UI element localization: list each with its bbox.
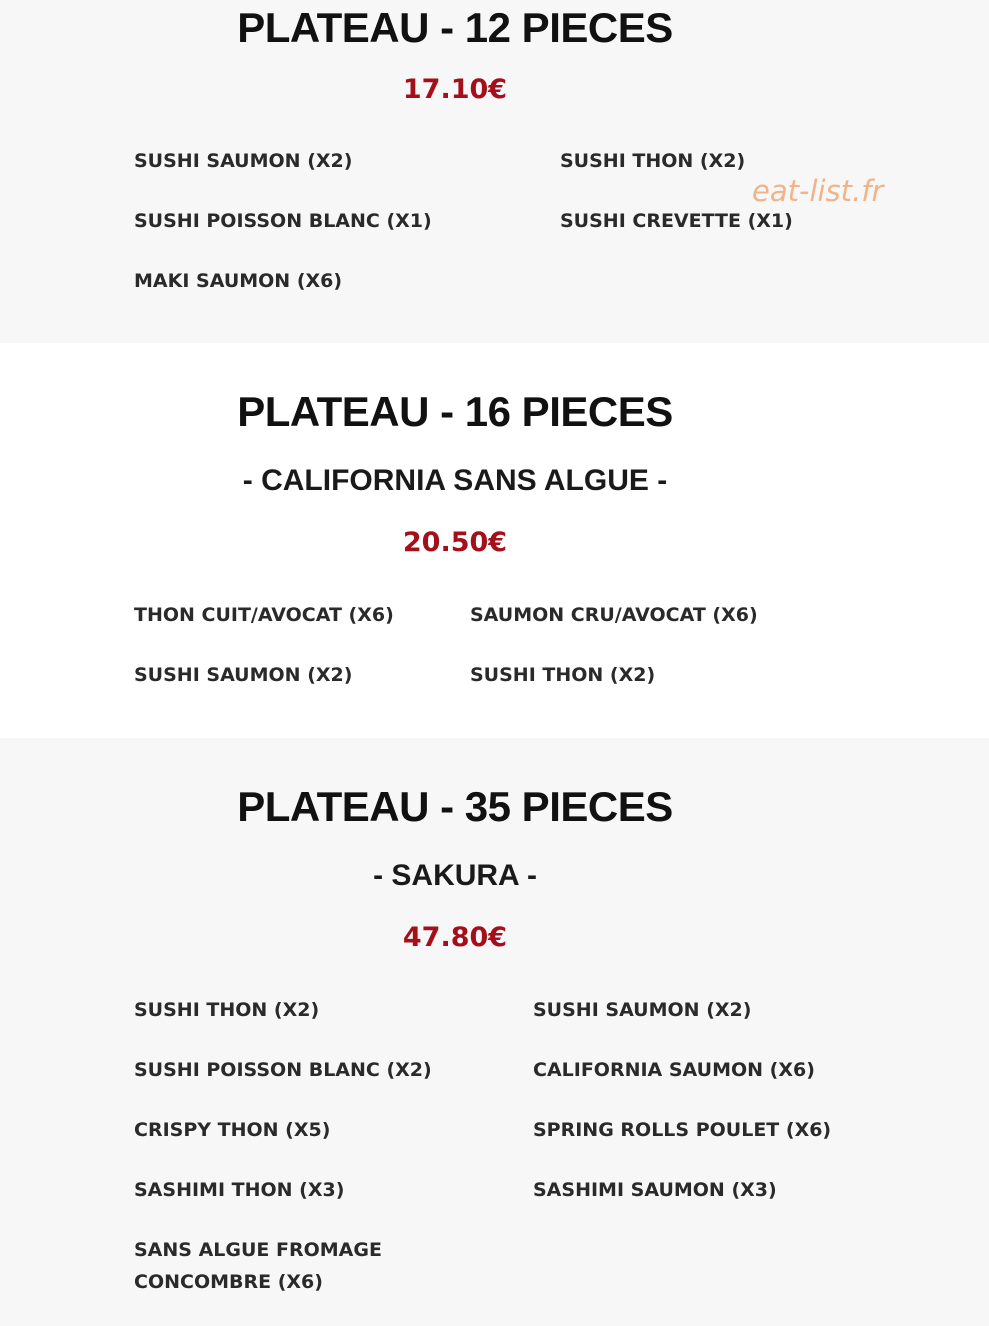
menu-item: SPRING ROLLS POULET (X6): [533, 1119, 832, 1141]
watermark-logo: eat-list.fr: [752, 174, 884, 208]
menu-item: SUSHI THON (X2): [134, 999, 320, 1021]
menu-item: CALIFORNIA SAUMON (X6): [533, 1059, 815, 1081]
menu-item: SUSHI THON (X2): [470, 664, 656, 686]
menu-item: SUSHI CREVETTE (X1): [560, 210, 793, 232]
plateau-title: PLATEAU - 12 PIECES: [237, 4, 673, 51]
menu-item: SASHIMI SAUMON (X3): [533, 1179, 777, 1201]
plateau-35-section: [0, 738, 989, 1326]
plateau-subtitle: - SAKURA -: [373, 859, 537, 892]
menu-item: THON CUIT/AVOCAT (X6): [134, 604, 394, 626]
menu-item: SAUMON CRU/AVOCAT (X6): [470, 604, 758, 626]
menu-item: CRISPY THON (X5): [134, 1119, 331, 1141]
menu-item: MAKI SAUMON (X6): [134, 270, 343, 292]
menu-item: CONCOMBRE (X6): [134, 1271, 323, 1293]
plateau-price: 20.50€: [402, 527, 508, 558]
menu-item: SUSHI POISSON BLANC (X2): [134, 1059, 432, 1081]
plateau-price: 47.80€: [402, 922, 508, 953]
menu-item: SUSHI SAUMON (X2): [134, 664, 353, 686]
menu-item: SUSHI SAUMON (X2): [533, 999, 752, 1021]
plateau-12-section: [0, 0, 989, 343]
menu-item: SUSHI POISSON BLANC (X1): [134, 210, 432, 232]
menu-item: SANS ALGUE FROMAGE: [134, 1239, 382, 1261]
plateau-title: PLATEAU - 35 PIECES: [237, 783, 673, 830]
menu-item: SUSHI SAUMON (X2): [134, 150, 353, 172]
plateau-price: 17.10€: [402, 74, 508, 105]
menu-item: SUSHI THON (X2): [560, 150, 746, 172]
plateau-title: PLATEAU - 16 PIECES: [237, 388, 673, 435]
plateau-subtitle: - CALIFORNIA SANS ALGUE -: [242, 464, 668, 497]
menu-item: SASHIMI THON (X3): [134, 1179, 345, 1201]
plateau-16-section: [0, 343, 989, 738]
